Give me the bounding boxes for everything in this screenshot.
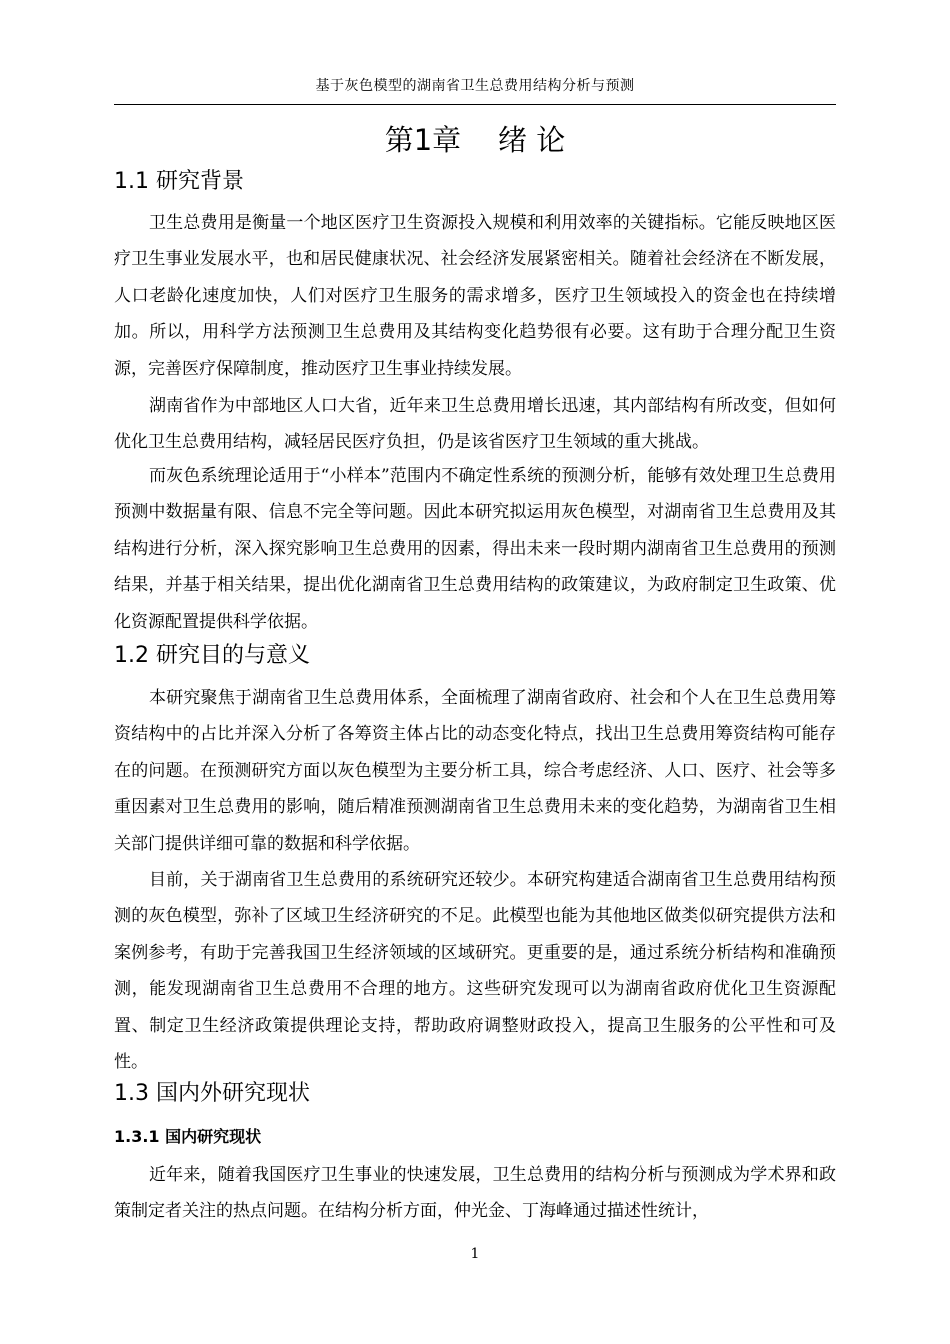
section-heading-1-2: 1.2 研究目的与意义 [114,643,310,668]
paragraph: 湖南省作为中部地区人口大省，近年来卫生总费用增长迅速，其内部结构有所改变，但如何优化卫生总费用结构，减轻居民医疗负担，仍是该省医疗卫生领域的重大挑战。 [114,396,836,453]
running-header: 基于灰色模型的湖南省卫生总费用结构分析与预测 [315,78,635,94]
paragraph: 卫生总费用是衡量一个地区医疗卫生资源投入规模和利用效率的关键指标。它能反映地区医疗卫生事业发展水平，也和居民健康状况、社会经济发展紧密相关。随着社会经济在不断发展，人口老龄化速度加快，人们对医疗卫生服务的需求增多，医疗卫生领域投入的资金也在持续增加。所以，用科学方法预测卫生总费用及其结构变化趋势很有必要。这有助于合理分配卫生资源，完善医疗保障制度，推动医疗卫生事业持续发展。 [114,213,836,379]
paragraph: 而灰色系统理论适用于“小样本”范围内不确定性系统的预测分析，能够有效处理卫生总费用预测中数据量有限、信息不完全等问题。因此本研究拟运用灰色模型，对湖南省卫生总费用及其结构进行分析，深入探究影响卫生总费用的因素，得出未来一段时期内湖南省卫生总费用的预测结果，并基于相关结果，提出优化湖南省卫生总费用结构的政策建议，为政府制定卫生政策、优化资源配置提供科学依据。 [114,466,836,632]
paragraph: 目前，关于湖南省卫生总费用的系统研究还较少。本研究构建适合湖南省卫生总费用结构预测的灰色模型，弥补了区域卫生经济研究的不足。此模型也能为其他地区做类似研究提供方法和案例参考，有助于完善我国卫生经济领域的区域研究。更重要的是，通过系统分析结构和准确预测，能发现湖南省卫生总费用不合理的地方。这些研究发现可以为湖南省政府优化卫生资源配置、制定卫生经济政策提供理论支持，帮助政府调整财政投入，提高卫生服务的公平性和可及性。 [114,870,836,1073]
subsection-heading-1-3-1: 1.3.1 国内研究现状 [114,1127,262,1146]
page-number: 1 [470,1246,480,1262]
paragraph: 本研究聚焦于湖南省卫生总费用体系，全面梳理了湖南省政府、社会和个人在卫生总费用筹资结构中的占比并深入分析了各筹资主体占比的动态变化特点，找出卫生总费用筹资结构可能存在的问题。在预测研究方面以灰色模型为主要分析工具，综合考虑经济、人口、医疗、社会等多重因素对卫生总费用的影响，随后精准预测湖南省卫生总费用未来的变化趋势，为湖南省卫生相关部门提供详细可靠的数据和科学依据。 [114,688,836,854]
header-rule [114,104,836,105]
chapter-title: 第1章 绪 论 [384,123,566,157]
section-heading-1-3: 1.3 国内外研究现状 [114,1081,310,1106]
section-heading-1-1: 1.1 研究背景 [114,169,244,194]
paragraph: 近年来，随着我国医疗卫生事业的快速发展，卫生总费用的结构分析与预测成为学术界和政策制定者关注的热点问题。在结构分析方面，仲光金、丁海峰通过描述性统计， [114,1165,836,1222]
